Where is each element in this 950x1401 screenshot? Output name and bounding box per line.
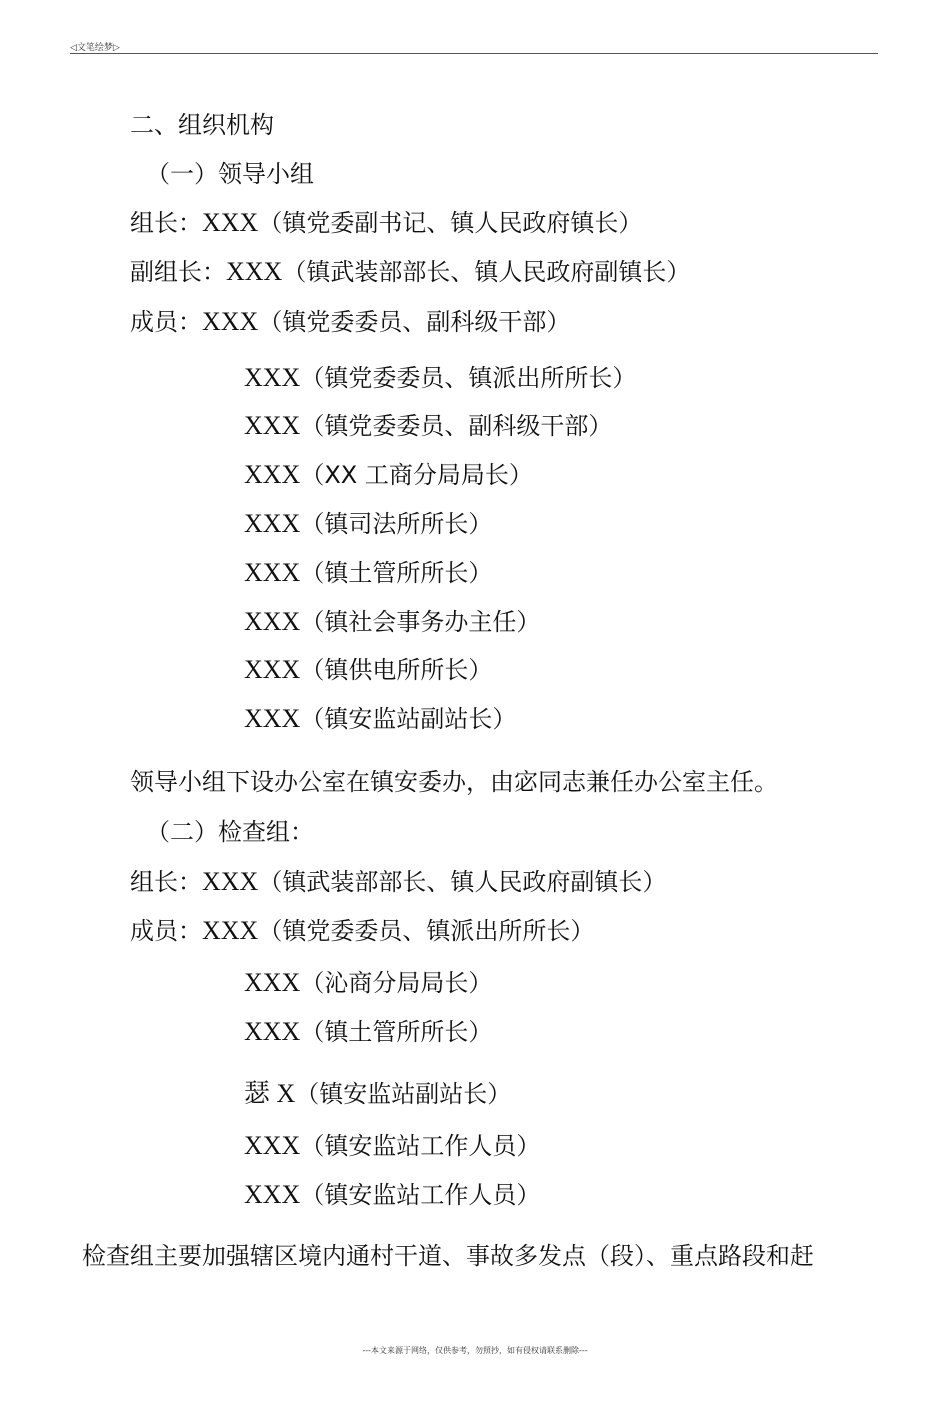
member-name: XXX xyxy=(244,509,301,538)
member-role: （XX 工商分局局长） xyxy=(300,461,533,489)
deputy-role: （镇武装部部长、镇人民政府副镇长） xyxy=(282,258,691,286)
member-role: （镇司法所所长） xyxy=(300,510,493,538)
member-role: （镇党委委员、副科级干部） xyxy=(300,412,613,440)
member-role: （镇土管所所长） xyxy=(300,1018,493,1046)
inspection-member xyxy=(244,1017,492,1047)
member-role: （沁商分局局长） xyxy=(300,969,493,997)
member-role: （镇土管所所长） xyxy=(300,559,493,587)
deputy-label: 副组长： xyxy=(130,258,226,286)
member-name: 瑟 X xyxy=(244,1079,296,1108)
member-role: （镇党委委员、镇派出所所长） xyxy=(258,917,595,945)
inspection-member xyxy=(244,1131,540,1161)
member-name: XXX xyxy=(202,916,259,945)
inspection-heading: （二）检查组： xyxy=(146,818,314,846)
leader-role: （镇武装部部长、镇人民政府副镇长） xyxy=(258,868,667,896)
leadership-member xyxy=(130,307,570,337)
member-role: （镇供电所所长） xyxy=(300,656,493,684)
member-name: XXX xyxy=(244,704,301,733)
member-name: XXX xyxy=(244,968,301,997)
member-name: XXX xyxy=(244,558,301,587)
member-role: （镇党委委员、副科级干部） xyxy=(258,308,571,336)
section-title: 二、组织机构 xyxy=(130,111,274,139)
leader-name: XXX xyxy=(202,867,259,896)
member-name: XXX xyxy=(244,655,301,684)
inspection-member xyxy=(130,916,594,946)
member-name: XXX xyxy=(244,1180,301,1209)
leadership-member xyxy=(244,460,533,490)
member-role: （镇社会事务办主任） xyxy=(300,608,541,636)
leader-label: 组长： xyxy=(130,209,202,237)
inspection-member xyxy=(244,968,492,998)
member-name: XXX xyxy=(244,1017,301,1046)
leadership-member xyxy=(244,558,492,588)
page-footer: ---本文来源于网络，仅供参考，勿照抄，如有侵权请联系删除--- xyxy=(362,1346,588,1355)
members-label: 成员： xyxy=(130,308,202,336)
member-name: XXX xyxy=(244,607,301,636)
leadership-leader xyxy=(130,208,642,238)
inspection-duty-text: 检查组主要加强辖区境内通村干道、事故多发点（段）、重点路段和赶 xyxy=(82,1242,814,1270)
inspection-leader xyxy=(130,867,666,897)
leadership-member xyxy=(244,411,612,441)
inspection-member xyxy=(244,1180,540,1210)
leadership-member xyxy=(244,363,636,393)
leader-role: （镇党委副书记、镇人民政府镇长） xyxy=(258,209,643,237)
leadership-member xyxy=(244,704,516,734)
leader-label: 组长： xyxy=(130,868,202,896)
office-note: 领导小组下设办公室在镇安委办，由宓同志兼任办公室主任。 xyxy=(130,768,778,796)
leadership-member xyxy=(244,509,492,539)
member-name: XXX xyxy=(202,307,259,336)
leadership-member xyxy=(244,655,492,685)
page-header: ◁文笔绘梦▷ xyxy=(70,43,120,53)
members-label: 成员： xyxy=(130,917,202,945)
member-role: （镇安监站副站长） xyxy=(300,705,517,733)
leadership-heading: （一）领导小组 xyxy=(146,160,314,188)
member-role: （镇安监站工作人员） xyxy=(300,1181,541,1209)
inspection-member xyxy=(244,1079,511,1109)
leader-name: XXX xyxy=(202,208,259,237)
member-name: XXX xyxy=(244,363,301,392)
header-divider xyxy=(70,53,878,54)
member-name: XXX xyxy=(244,411,301,440)
deputy-name: XXX xyxy=(226,257,283,286)
member-role: （镇安监站工作人员） xyxy=(300,1132,541,1160)
member-role: （镇安监站副站长） xyxy=(295,1080,512,1108)
member-name: XXX xyxy=(244,460,301,489)
leadership-member xyxy=(244,607,540,637)
leadership-deputy xyxy=(130,257,690,287)
member-name: XXX xyxy=(244,1131,301,1160)
member-role: （镇党委委员、镇派出所所长） xyxy=(300,364,637,392)
